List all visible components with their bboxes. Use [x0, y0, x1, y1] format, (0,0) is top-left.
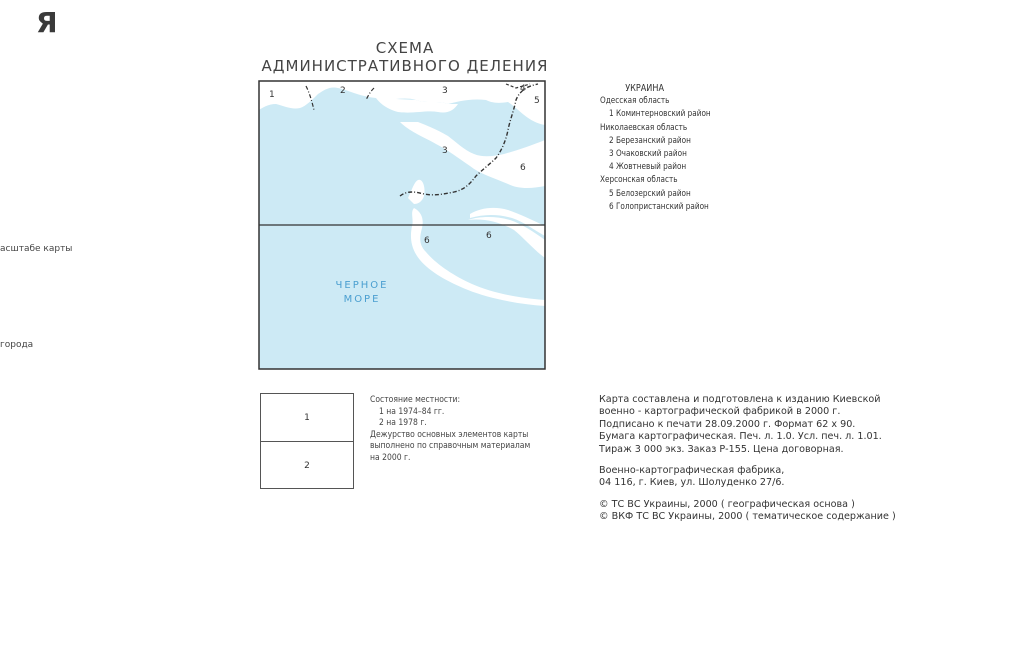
imprint-line: Подписано к печати 28.09.2000 г. Формат 62 х 90. — [599, 418, 856, 430]
district-number: 6 — [520, 163, 526, 173]
terrain-state-diagram — [260, 393, 354, 489]
scheme-title-line2: АДМИНИСТРАТИВНОГО ДЕЛЕНИЯ — [261, 57, 549, 75]
district-legend — [600, 82, 711, 214]
corner-letter: Я — [36, 6, 58, 39]
admin-division-map — [258, 80, 548, 372]
copyright-line: © ВКФ ТС ВС Украины, 2000 ( тематическое содержание ) — [599, 511, 896, 523]
imprint-line: Тираж 3 000 экз. Заказ Р-155. Цена договорная. — [599, 443, 844, 455]
legend-region: Херсонская область — [600, 175, 678, 186]
state-note-line: Дежурство основных элементов карты — [370, 429, 529, 440]
state-note-line: выполнено по справочным материалам — [370, 441, 531, 452]
state-cell-1: 1 — [261, 394, 353, 442]
imprint-line: военно - картографической фабрикой в 2000 г. — [599, 406, 841, 418]
terrain-state-text — [370, 395, 530, 465]
legend-district: 1 Коминтерновский район — [609, 109, 711, 120]
sea-label-line2: МОРЕ — [343, 294, 381, 305]
legend-district: 4 Жовтневый район — [609, 162, 687, 173]
state-cell-2: 2 — [304, 460, 310, 471]
district-number: 3 — [442, 146, 448, 156]
imprint-address-line: Военно-картографическая фабрика, — [599, 465, 785, 477]
district-number: 5 — [534, 96, 540, 106]
legend-region: Николаевская область — [600, 122, 688, 133]
legend-district: 2 Березанский район — [609, 135, 691, 146]
edge-label-cities: города — [0, 340, 34, 350]
state-item: 1 на 1974–84 гг. — [379, 406, 445, 417]
imprint-line: Карта составлена и подготовлена к изданию Киевской — [599, 394, 881, 405]
legend-district: 3 Очаковский район — [609, 149, 687, 160]
edge-label-scale: асштабе карты — [0, 244, 73, 254]
district-number: 6 — [486, 231, 492, 241]
sea-label-line1: ЧЕРНОЕ — [335, 280, 389, 291]
state-heading: Состояние местности: — [370, 395, 461, 405]
scheme-title-line1: СХЕМА — [375, 39, 435, 57]
district-number: 4 — [520, 84, 526, 94]
state-item: 2 на 1978 г. — [379, 418, 427, 429]
district-number: 6 — [424, 236, 430, 246]
publication-imprint — [599, 394, 896, 524]
district-number: 1 — [269, 90, 275, 100]
state-note-line: на 2000 г. — [370, 452, 411, 463]
imprint-address-line: 04 116, г. Киев, ул. Шолуденко 27/6. — [599, 477, 785, 489]
legend-region: Одесская область — [600, 96, 670, 107]
district-number: 3 — [442, 86, 448, 96]
imprint-line: Бумага картографическая. Печ. л. 1.0. Усл. печ. л. 1.01. — [599, 431, 882, 443]
legend-district: 5 Белозерский район — [609, 188, 691, 199]
legend-country: УКРАИНА — [625, 83, 664, 94]
copyright-line: © ТС ВС Украины, 2000 ( географическая основа ) — [599, 498, 855, 510]
district-number: 2 — [340, 86, 346, 96]
legend-district: 6 Голопристанский район — [609, 201, 709, 212]
